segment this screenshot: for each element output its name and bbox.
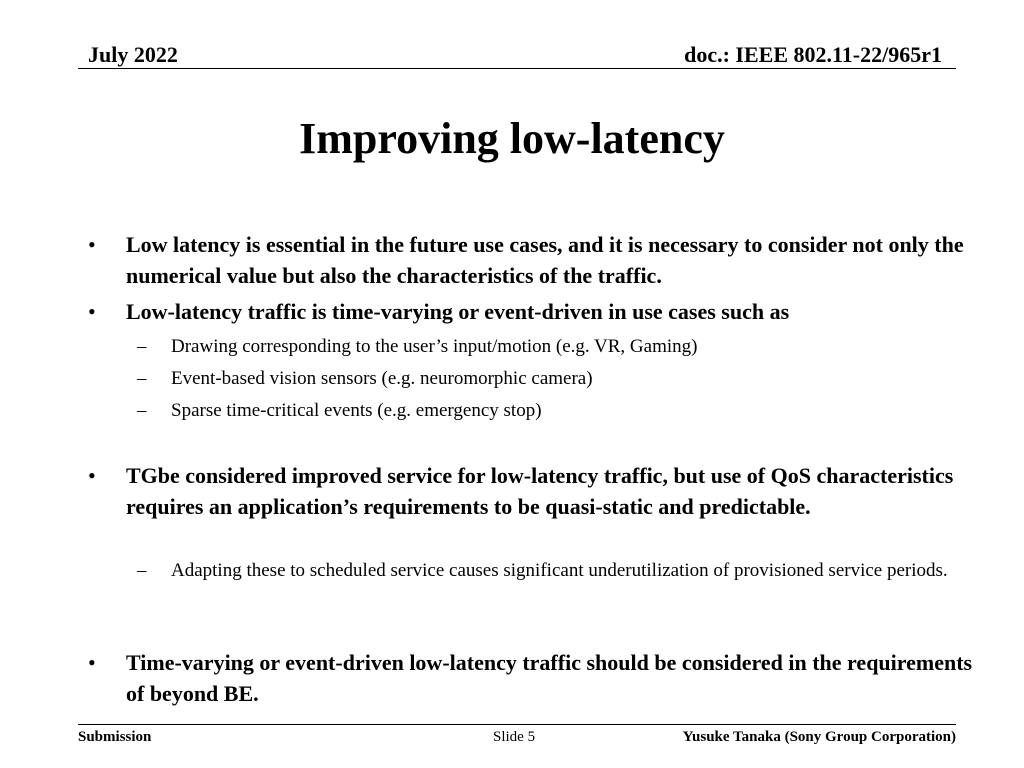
footer-author: Yusuke Tanaka (Sony Group Corporation) xyxy=(682,729,956,745)
bullet-item xyxy=(88,460,966,522)
header-divider xyxy=(78,68,956,69)
bullet-marker: • xyxy=(88,463,96,488)
header-date: July 2022 xyxy=(88,42,178,67)
footer-divider xyxy=(78,724,956,725)
footer-submission: Submission xyxy=(78,729,152,745)
bullet-item xyxy=(88,296,986,327)
bullet-item xyxy=(88,229,986,291)
sub-bullet-item xyxy=(137,365,971,393)
sub-bullet-marker: – xyxy=(137,368,147,389)
bullet-text: TGbe considered improved service for low-latency traffic, but use of QoS characteristics requires an application’s requirements to be quasi-static and predictable. xyxy=(126,463,954,519)
bullet-marker: • xyxy=(88,299,96,324)
sub-bullet-item xyxy=(137,557,971,585)
sub-bullet-text: Sparse time-critical events (e.g. emergency stop) xyxy=(171,400,542,421)
bullet-text: Low-latency traffic is time-varying or event-driven in use cases such as xyxy=(126,299,790,324)
sub-bullet-text: Event-based vision sensors (e.g. neuromorphic camera) xyxy=(171,368,593,389)
sub-bullet-marker: – xyxy=(137,336,147,357)
bullet-marker: • xyxy=(88,650,96,675)
sub-bullet-marker: – xyxy=(137,560,147,581)
sub-bullet-text: Adapting these to scheduled service causes significant underutilization of provisioned service periods. xyxy=(171,560,948,581)
bullet-text: Time-varying or event-driven low-latency traffic should be considered in the requirements of beyond BE. xyxy=(126,650,973,706)
sub-bullet-text: Drawing corresponding to the user’s input/motion (e.g. VR, Gaming) xyxy=(171,336,698,357)
slide-title: Improving low-latency xyxy=(299,114,725,163)
bullet-item xyxy=(88,647,976,709)
sub-bullet-item xyxy=(137,397,971,425)
bullet-text: Low latency is essential in the future use cases, and it is necessary to consider not only the numerical value but also the characteristics of the traffic. xyxy=(126,232,964,288)
footer-slide-number: Slide 5 xyxy=(493,729,536,745)
sub-bullet-item xyxy=(137,333,971,361)
sub-bullet-marker: – xyxy=(137,400,147,421)
bullet-marker: • xyxy=(88,232,96,257)
header-doc-id: doc.: IEEE 802.11-22/965r1 xyxy=(684,42,942,67)
